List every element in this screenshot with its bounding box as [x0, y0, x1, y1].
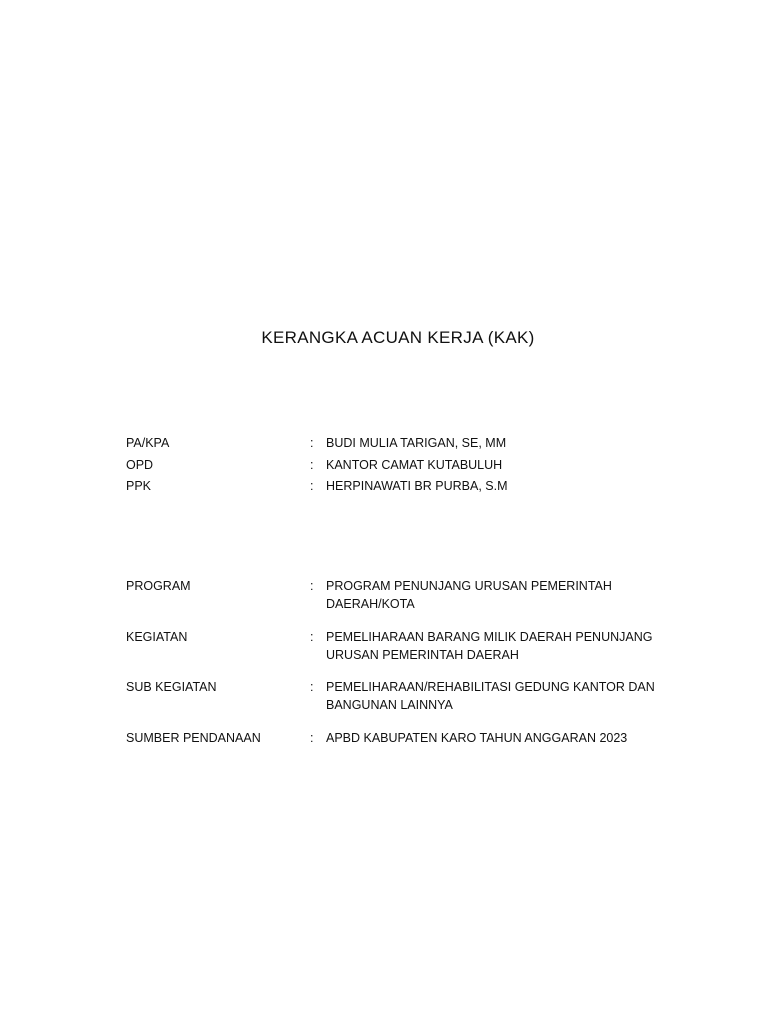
field-label: SUB KEGIATAN — [126, 680, 217, 694]
field-separator: : — [310, 680, 314, 694]
field-value-line: PEMELIHARAAN/REHABILITASI GEDUNG KANTOR DAN — [326, 680, 655, 694]
field-separator: : — [310, 479, 314, 493]
field-value-line: DAERAH/KOTA — [326, 597, 415, 611]
field-value-line: PEMELIHARAAN BARANG MILIK DAERAH PENUNJANG — [326, 630, 653, 644]
field-label: OPD — [126, 458, 154, 472]
document-title: KERANGKA ACUAN KERJA (KAK) — [261, 328, 535, 347]
field-label: SUMBER PENDANAAN — [126, 731, 261, 745]
field-value-line: BANGUNAN LAINNYA — [326, 698, 453, 712]
field-value-line: PROGRAM PENUNJANG URUSAN PEMERINTAH — [326, 579, 612, 593]
field-separator: : — [310, 579, 314, 593]
field-value — [326, 678, 656, 714]
field-value: HERPINAWATI BR PURBA, S.M — [326, 479, 508, 493]
field-separator: : — [310, 731, 314, 745]
field-value — [326, 577, 656, 613]
field-label: KEGIATAN — [126, 630, 188, 644]
field-label: PA/KPA — [126, 436, 170, 450]
field-separator: : — [310, 436, 314, 450]
field-value: KANTOR CAMAT KUTABULUH — [326, 458, 503, 472]
field-separator: : — [310, 630, 314, 644]
field-value-line: URUSAN PEMERINTAH DAERAH — [326, 648, 519, 662]
field-label: PROGRAM — [126, 579, 191, 593]
field-value: APBD KABUPATEN KARO TAHUN ANGGARAN 2023 — [326, 731, 628, 745]
field-label: PPK — [126, 479, 152, 493]
field-separator: : — [310, 458, 314, 472]
field-value: BUDI MULIA TARIGAN, SE, MM — [326, 436, 507, 450]
field-value — [326, 628, 656, 664]
